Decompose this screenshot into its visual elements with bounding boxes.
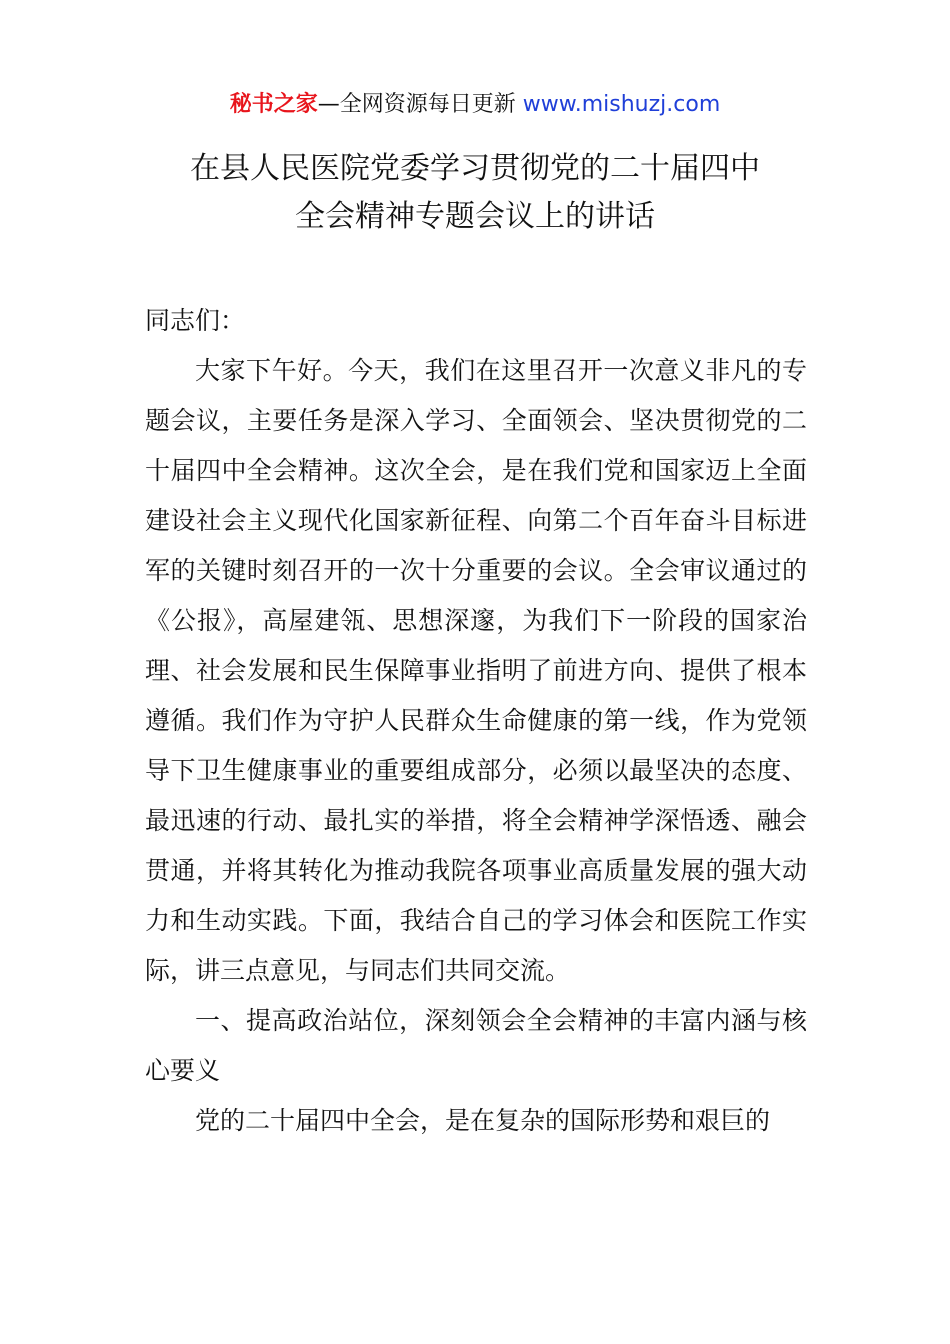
salutation: 同志们： [145,306,246,335]
title-line-2: 全会精神专题会议上的讲话 [295,199,655,234]
header-tagline: —全网资源每日更新 [317,92,523,117]
title-line-1: 在县人民医院党委学习贯彻党的二十届四中 [190,151,760,186]
brand-name: 秘书之家 [229,92,318,117]
site-url-link[interactable]: www.mishuzj.com [522,92,721,117]
section-heading-1: 一、提高政治站位，深刻领会全会精神的丰富内涵与核心要义 [145,1006,807,1085]
document-body [145,296,807,1146]
paragraph-opening: 大家下午好。今天，我们在这里召开一次意义非凡的专题会议，主要任务是深入学习、全面领会、坚决贯彻党的二十届四中全会精神。这次全会，是在我们党和国家迈上全面建设社会主义现代化国家新征程、向第二个百年奋斗目标进军的关键时刻召开的一次十分重要的会议。全会审议通过的《公报》，高屋建瓴、思想深邃，为我们下一阶段的国家治理、社会发展和民生保障事业指明了前进方向、提供了根本遵循。我们作为守护人民群众生命健康的第一线，作为党领导下卫生健康事业的重要组成部分，必须以最坚决的态度、最迅速的行动、最扎实的举措，将全会精神学深悟透、融会贯通，并将其转化为推动我院各项事业高质量发展的强大动力和生动实践。下面，我结合自己的学习体会和医院工作实际，讲三点意见，与同志们共同交流。 [145,356,807,985]
document-title [0,145,950,241]
site-header [0,88,950,122]
paragraph-section-1: 党的二十届四中全会，是在复杂的国际形势和艰巨的 [195,1106,771,1135]
